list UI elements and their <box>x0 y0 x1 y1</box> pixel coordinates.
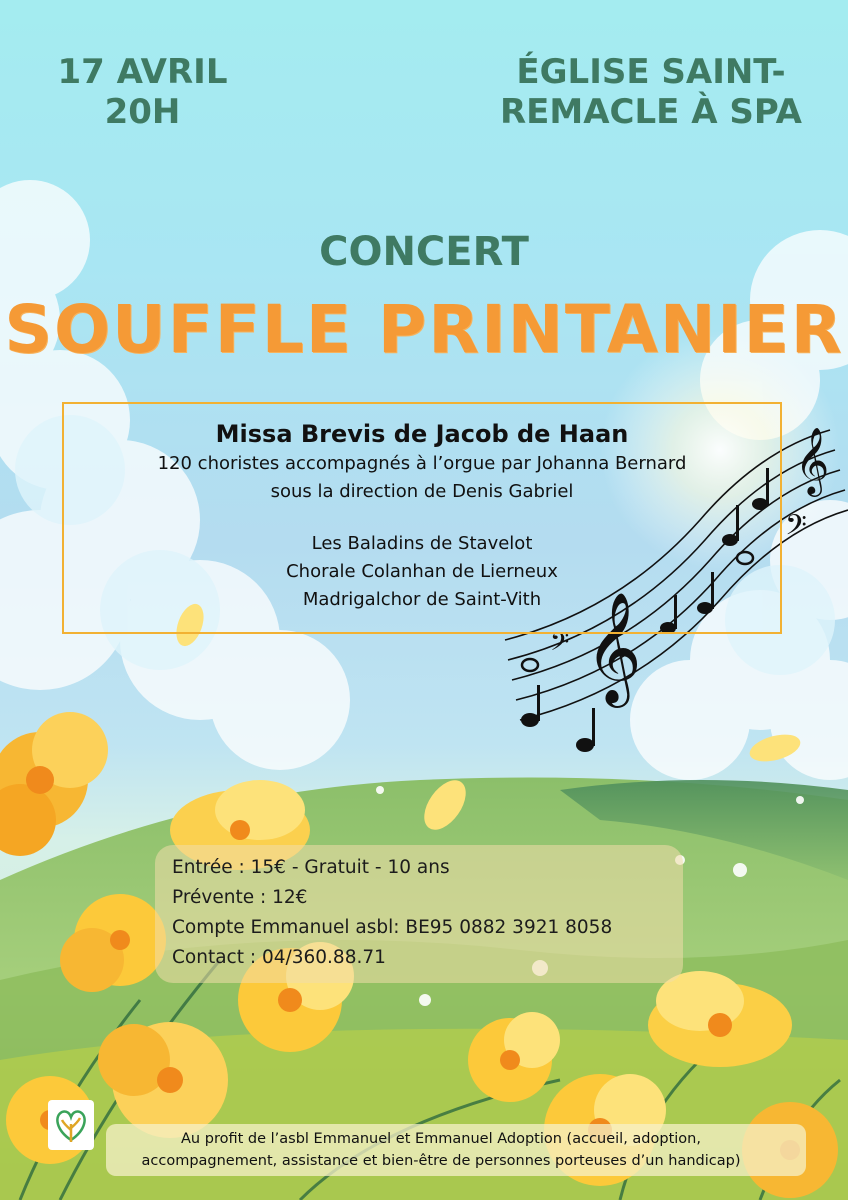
contact-phone: Contact : 04/360.88.71 <box>172 947 386 968</box>
program-detail-2: sous la direction de Denis Gabriel <box>270 481 574 502</box>
svg-text:𝄢: 𝄢 <box>785 509 807 549</box>
choir-item: Chorale Colanhan de Lierneux <box>286 561 558 582</box>
bank-account: Compte Emmanuel asbl: BE95 0882 3921 8058 <box>172 917 613 938</box>
presale-price: Prévente : 12€ <box>172 887 308 908</box>
venue-line-1: ÉGLISE SAINT- <box>516 52 786 92</box>
program-box <box>62 402 782 634</box>
svg-text:𝄞: 𝄞 <box>585 591 642 703</box>
event-type: CONCERT <box>319 229 529 275</box>
choir-item: Madrigalchor de Saint-Vith <box>302 589 542 610</box>
venue-line-2: REMACLE À SPA <box>500 92 802 132</box>
program-detail-1: 120 choristes accompagnés à l’orgue par Johanna Bernard <box>157 453 687 474</box>
entry-price: Entrée : 15€ - Gratuit - 10 ans <box>172 857 450 878</box>
date-text: 17 AVRIL <box>57 52 228 92</box>
choir-list <box>64 530 780 614</box>
svg-text:𝄞: 𝄞 <box>795 426 830 494</box>
time-text: 20H <box>104 92 181 132</box>
event-venue <box>486 52 816 132</box>
footer-text <box>66 1128 816 1172</box>
practical-info <box>155 845 683 983</box>
choir-item: Les Baladins de Stavelot <box>311 533 533 554</box>
footer-line-1: Au profit de l’asbl Emmanuel et Emmanuel Adoption (accueil, adoption, <box>181 1131 701 1147</box>
event-date <box>40 52 245 132</box>
svg-text:𝄢: 𝄢 <box>550 628 570 663</box>
footer <box>36 1090 816 1182</box>
footer-line-2: accompagnement, assistance et bien-être de personnes porteuses d’un handicap) <box>141 1153 741 1169</box>
event-title: SOUFFLE PRINTANIER <box>4 291 844 368</box>
program-work: Missa Brevis de Jacob de Haan <box>215 420 629 448</box>
